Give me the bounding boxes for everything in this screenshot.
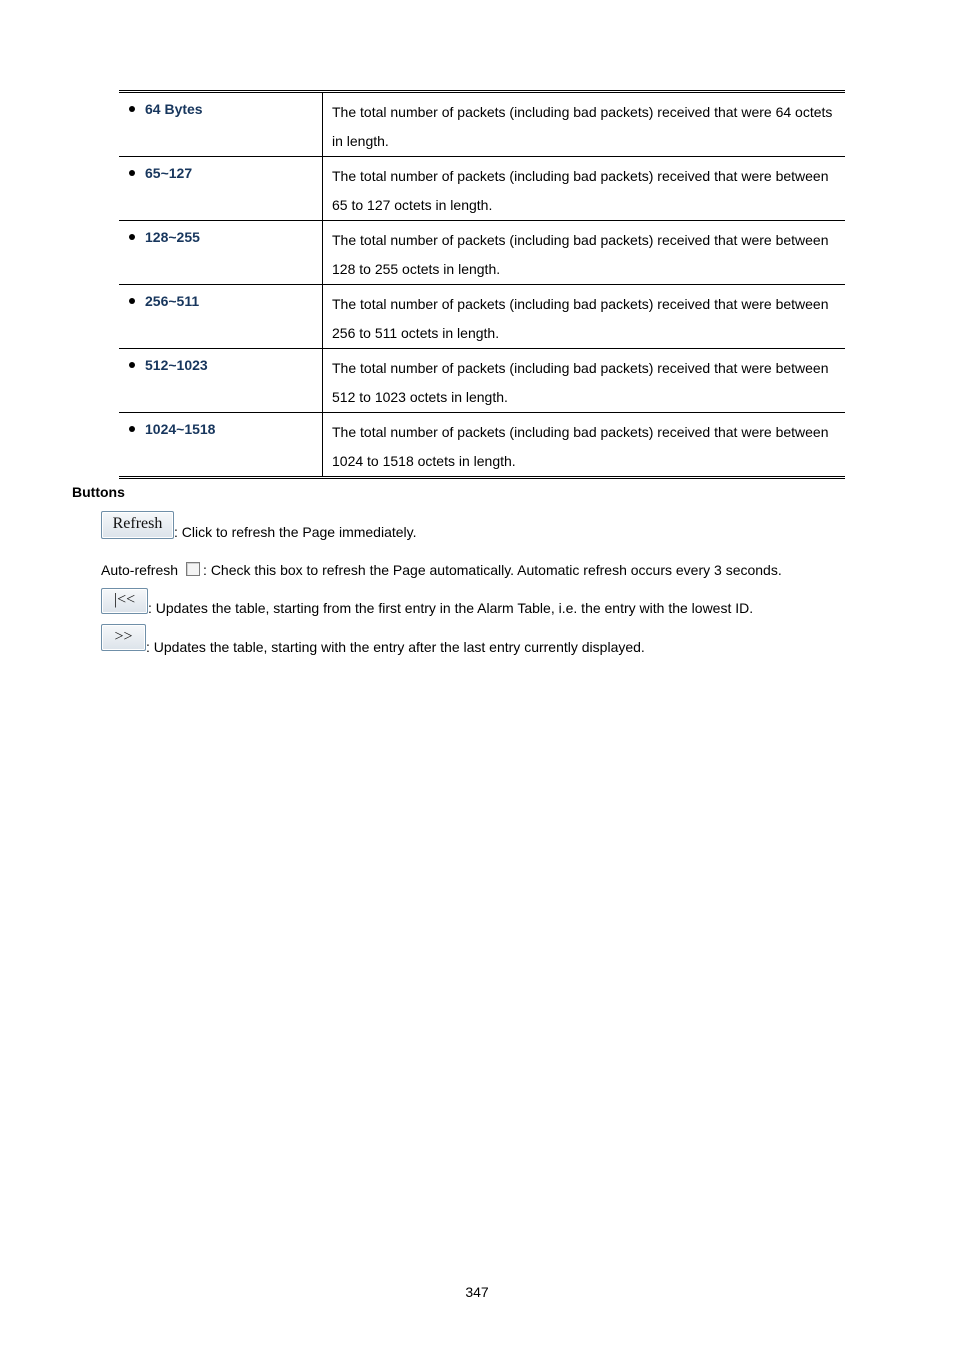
bullet-icon [129,234,135,240]
auto-refresh-description: : Check this box to refresh the Page automatically. Automatic refresh occurs every 3 seconds. [203,562,782,578]
auto-refresh-description-line [101,562,782,578]
parameter-description-line: The total number of packets (including bad packets) received that were between [332,296,829,312]
refresh-description: : Click to refresh the Page immediately. [174,524,417,540]
parameter-description-line: The total number of packets (including bad packets) received that were between [332,168,829,184]
table-row [119,349,845,413]
parameter-name: 1024~1518 [145,421,216,437]
parameter-description-cell [323,157,846,221]
refresh-description-line [101,511,417,540]
parameter-table [119,90,845,479]
parameter-description-line: in length. [332,133,389,149]
first-page-button[interactable]: |<< [101,588,148,614]
parameter-description-line: The total number of packets (including bad packets) received that were between [332,232,829,248]
parameter-name: 256~511 [145,293,200,309]
page-number: 347 [465,1284,489,1300]
table-row [119,413,845,478]
table-row [119,157,845,221]
parameter-description-line: 65 to 127 octets in length. [332,197,493,213]
parameter-name: 128~255 [145,229,200,245]
parameter-description-cell [323,221,846,285]
bullet-icon [129,362,135,368]
parameter-description-line: 512 to 1023 octets in length. [332,389,508,405]
parameter-name-cell [119,349,323,413]
parameter-description-line: 128 to 255 octets in length. [332,261,501,277]
parameter-description-cell [323,413,846,478]
parameter-name-cell [119,92,323,157]
bullet-icon [129,170,135,176]
parameter-name: 65~127 [145,165,193,181]
auto-refresh-label: Auto-refresh [101,562,179,578]
parameter-description-line: 1024 to 1518 octets in length. [332,453,516,469]
bullet-icon [129,426,135,432]
parameter-name-cell [119,157,323,221]
bullet-icon [129,106,135,112]
buttons-heading: Buttons [72,484,125,500]
next-page-description: : Updates the table, starting with the entry after the last entry currently displayed. [146,639,645,655]
refresh-button[interactable]: Refresh [101,511,174,539]
parameter-name-cell [119,285,323,349]
parameter-description-cell [323,349,846,413]
table-row [119,92,845,157]
table-row [119,221,845,285]
auto-refresh-checkbox[interactable] [186,562,200,576]
parameter-name-cell [119,221,323,285]
parameter-description-cell [323,92,846,157]
next-page-description-line [101,624,645,655]
table-row [119,285,845,349]
bullet-icon [129,298,135,304]
parameter-name-cell [119,413,323,478]
parameter-name: 64 Bytes [145,101,203,117]
parameter-description-line: The total number of packets (including bad packets) received that were 64 octets [332,104,833,120]
first-page-description-line [101,588,753,616]
next-page-button[interactable]: >> [101,624,146,651]
parameter-description-cell [323,285,846,349]
parameter-description-line: 256 to 511 octets in length. [332,325,500,341]
first-page-description: : Updates the table, starting from the first entry in the Alarm Table, i.e. the entry with the lowest ID. [148,600,754,616]
parameter-description-line: The total number of packets (including bad packets) received that were between [332,424,829,440]
parameter-description-line: The total number of packets (including bad packets) received that were between [332,360,829,376]
parameter-name: 512~1023 [145,357,208,373]
